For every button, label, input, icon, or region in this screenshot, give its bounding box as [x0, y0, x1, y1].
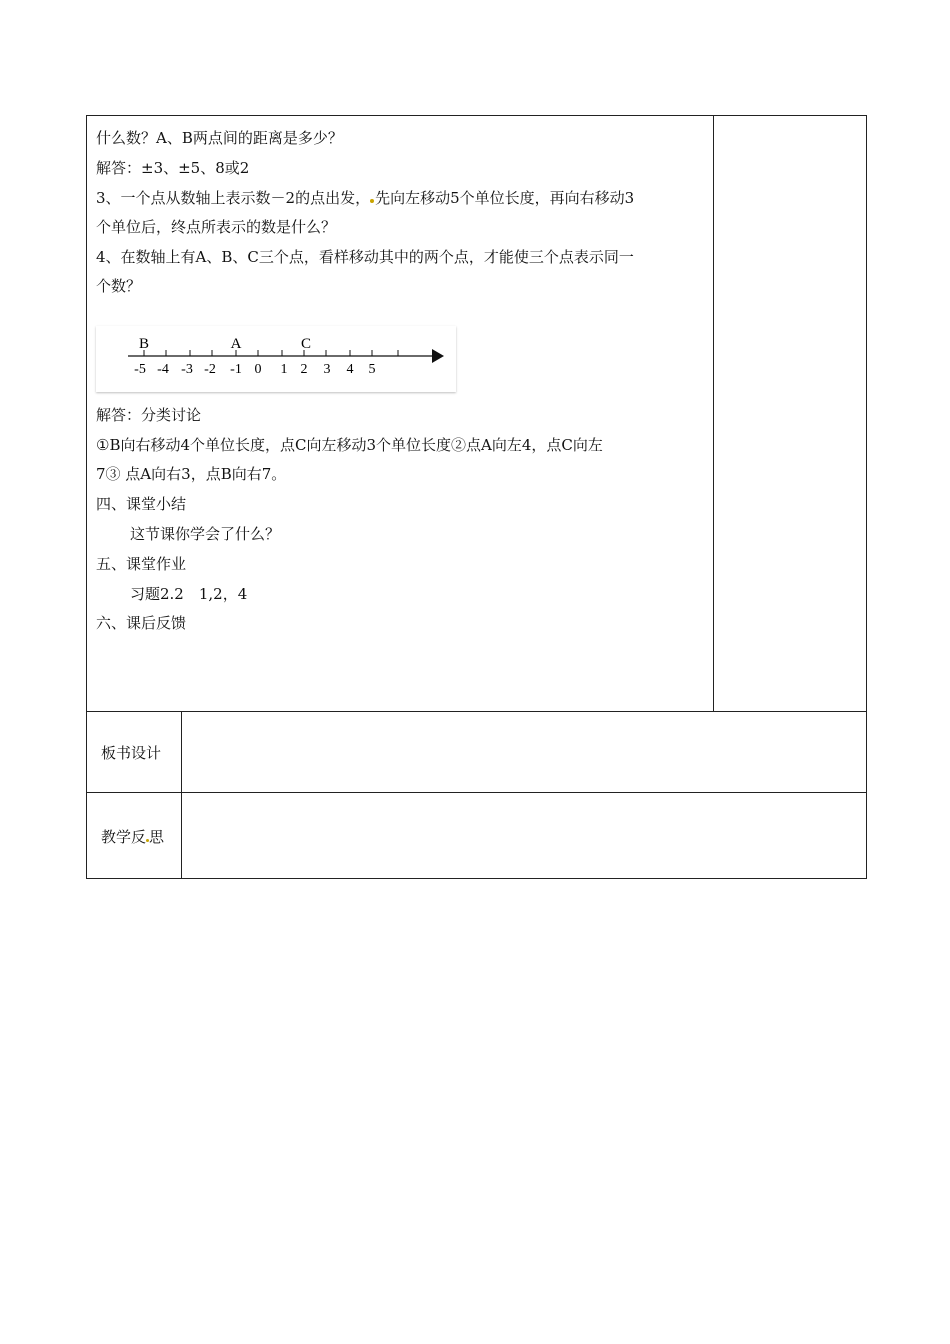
- answer-title: 解答：分类讨论: [96, 406, 202, 424]
- point-label: B: [138, 336, 150, 352]
- number-line-figure: [96, 326, 456, 392]
- question-3-part-a: 3、一个点从数轴上表示数－2的点出发，: [96, 189, 371, 207]
- row-divider-2: [86, 792, 867, 793]
- answer-1: 解答：±3、±5、8或2: [96, 159, 250, 177]
- section-feedback-heading: 六、课后反馈: [96, 614, 187, 632]
- tick-label: -2: [204, 362, 216, 377]
- question-continuation: 什么数？A、B两点间的距离是多少？: [96, 129, 343, 147]
- row-divider-1: [86, 711, 867, 712]
- point-label: A: [230, 336, 242, 352]
- point-label: C: [300, 336, 312, 352]
- table-border-left: [86, 115, 87, 879]
- point-label-group: [139, 336, 311, 352]
- board-design-label: 板书设计: [101, 744, 162, 762]
- table-border-top: [86, 115, 867, 116]
- section-homework-text: 习题2.2 1,2，4: [130, 585, 248, 603]
- tick-label: 0: [254, 362, 262, 377]
- question-3-part-b: 先向左移动5个单位长度，再向右移动3: [375, 189, 635, 207]
- tick-label: 5: [368, 362, 376, 377]
- table-border-right: [866, 115, 867, 879]
- question-4-line-2: 个数？: [96, 277, 142, 295]
- tick-label: 4: [346, 362, 354, 377]
- question-3-line-2: 个单位后，终点所表示的数是什么？: [96, 218, 337, 236]
- tick-label: -1: [230, 362, 242, 377]
- tick-label: 1: [280, 362, 288, 377]
- tick-label: 3: [323, 362, 331, 377]
- section-homework-heading: 五、课堂作业: [96, 555, 187, 573]
- reflection-label-part-a: 教学反: [101, 828, 147, 846]
- teaching-reflection-label: [101, 827, 164, 847]
- marker-dot-icon: [370, 199, 374, 203]
- question-4-line-1: 4、在数轴上有A、B、C三个点，看样移动其中的两个点，才能使三个点表示同一: [96, 248, 634, 266]
- table-border-bottom: [86, 878, 867, 879]
- tick-label: -3: [181, 362, 193, 377]
- question-3-line-1: [96, 188, 634, 208]
- label-column-divider: [181, 711, 182, 879]
- reflection-label-part-b: 思: [149, 828, 165, 846]
- number-line-svg: [96, 326, 456, 392]
- column-divider: [713, 115, 714, 711]
- answer-line-2: 7③ 点A向右3，点B向右7。: [96, 465, 287, 483]
- tick-group: [144, 350, 398, 356]
- tick-label: -4: [157, 362, 169, 377]
- tick-label-group: [134, 362, 375, 377]
- section-summary-text: 这节课你学会了什么？: [130, 525, 281, 543]
- section-summary-heading: 四、课堂小结: [96, 495, 187, 513]
- answer-line-1: ①B向右移动4个单位长度，点C向左移动3个单位长度②点A向左4，点C向左: [96, 436, 603, 454]
- arrow-right-icon: [432, 349, 444, 363]
- tick-label: 2: [300, 362, 308, 377]
- tick-label: -5: [134, 362, 146, 377]
